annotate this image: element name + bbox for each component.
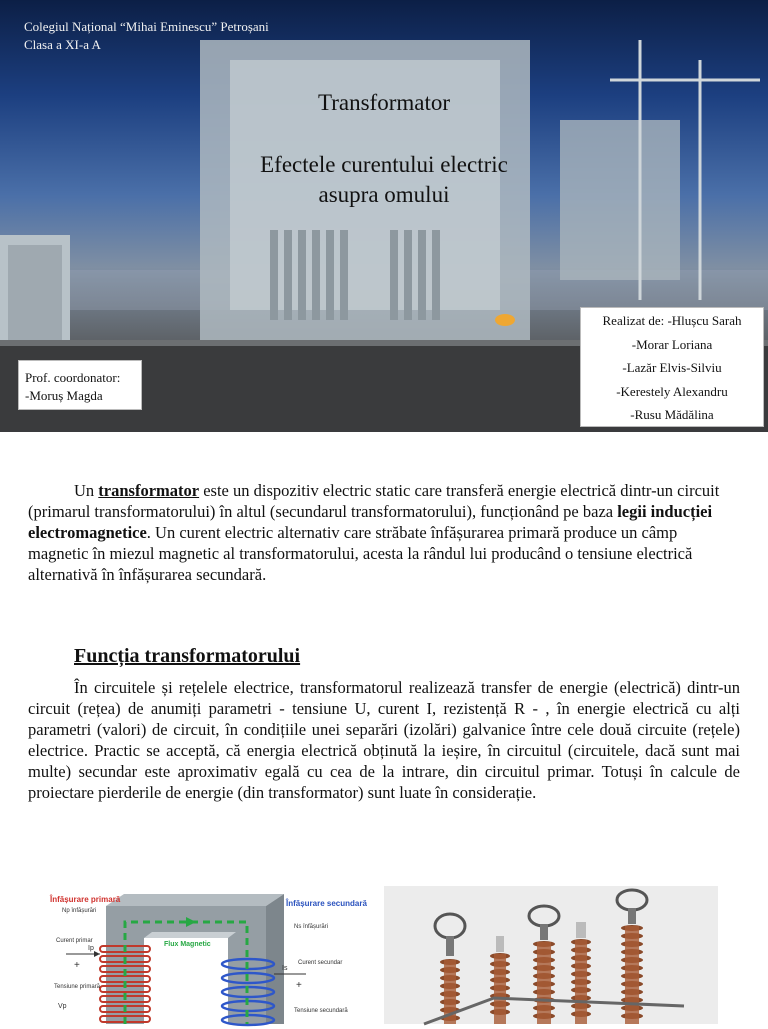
section-heading: Funcția transformatorului bbox=[74, 645, 301, 667]
intro-text: . Un curent electric alternativ care străbate înfășurarea primară produce un câmp magnetic în miezul magnetic al transformatorului, acesta la rândul lui producând o tensiune electrică alternativă în înfășurarea secundară. bbox=[28, 523, 693, 584]
ip-label: Ip bbox=[88, 945, 94, 952]
school-name: Colegiul Național “Mihai Eminescu” Petroșani bbox=[24, 19, 269, 34]
coordinator-label: Prof. coordonator: bbox=[25, 370, 121, 385]
subtitle-line-1: Efectele curentului electric bbox=[260, 152, 508, 177]
author-line: -Rusu Mădălina bbox=[630, 407, 714, 422]
bushings-photo bbox=[384, 886, 718, 1024]
subtitle-line-2: asupra omului bbox=[318, 182, 450, 207]
title-slide bbox=[0, 0, 768, 432]
current-primary-label: Curent primar bbox=[56, 938, 93, 944]
secondary-turns: Ns înfășurări bbox=[294, 924, 329, 930]
transformer-diagram bbox=[36, 880, 367, 1024]
author-line: -Morar Loriana bbox=[631, 336, 713, 352]
intro-paragraph bbox=[28, 480, 740, 585]
intro-text: este un dispozitiv electric static care transferă energie electrică dintr-un circuit (primarul transformatorului) în altul (secundarul transformatorului), funcționând pe baza bbox=[28, 481, 720, 521]
current-secondary-label: Curent secundar bbox=[298, 960, 343, 966]
primary-label: Înfășurare primară bbox=[50, 895, 121, 904]
flux-label: Flux Magnetic bbox=[164, 941, 211, 948]
plus-sign: + bbox=[296, 980, 302, 991]
keyword-transformator: transformator bbox=[98, 481, 200, 500]
keyword-induction-law: legii inducției electromagnetice bbox=[28, 502, 713, 542]
primary-turns: Np înfășurări bbox=[62, 908, 97, 914]
vp-label: Vp bbox=[58, 1003, 67, 1010]
voltage-primary-label: Tensiune primară bbox=[54, 984, 101, 990]
school-header bbox=[24, 18, 269, 54]
class-name: Clasa a XI-a A bbox=[24, 37, 101, 52]
plus-sign: + bbox=[74, 960, 80, 971]
coordinator-name: -Moruș Magda bbox=[25, 388, 103, 403]
section-paragraph: În circuitele și rețelele electrice, transformatorul realizează transfer de energie (electrică) dintr-un circuit (rețea) de anumiți parametri - tensiune U, curent I, rezistență R - , în energie electrică cu alți parametri (valori) de circuit, în condițiile unei separări (izolări) galvanice între cele două circuite (rețele) electrice. Practic se acceptă, că energia electrică obținută la ieșire, în circuitul (circuitele, dacă sunt mai multe) secundar este aproximativ egală cu cea de la intrare, din circuitul primar. Totuși în calcule de proiectare pierderile de energie (din transformator) sunt luate în considerație. bbox=[28, 678, 740, 802]
author-line: -Lazăr Elvis-Silviu bbox=[622, 360, 722, 375]
secondary-label: Înfășurare secundară bbox=[286, 899, 367, 908]
author-line: -Kerestely Alexandru bbox=[616, 383, 728, 399]
slide-subtitle bbox=[0, 150, 768, 210]
voltage-secondary-label: Tensiune secundară bbox=[294, 1008, 348, 1014]
coordinator-box bbox=[18, 360, 142, 410]
slide-title: Transformator bbox=[317, 90, 451, 115]
author-line: Realizat de: -Hlușcu Sarah bbox=[602, 313, 742, 328]
intro-text: Un bbox=[74, 481, 99, 500]
authors-box bbox=[580, 307, 764, 427]
is-label: Is bbox=[282, 965, 288, 972]
